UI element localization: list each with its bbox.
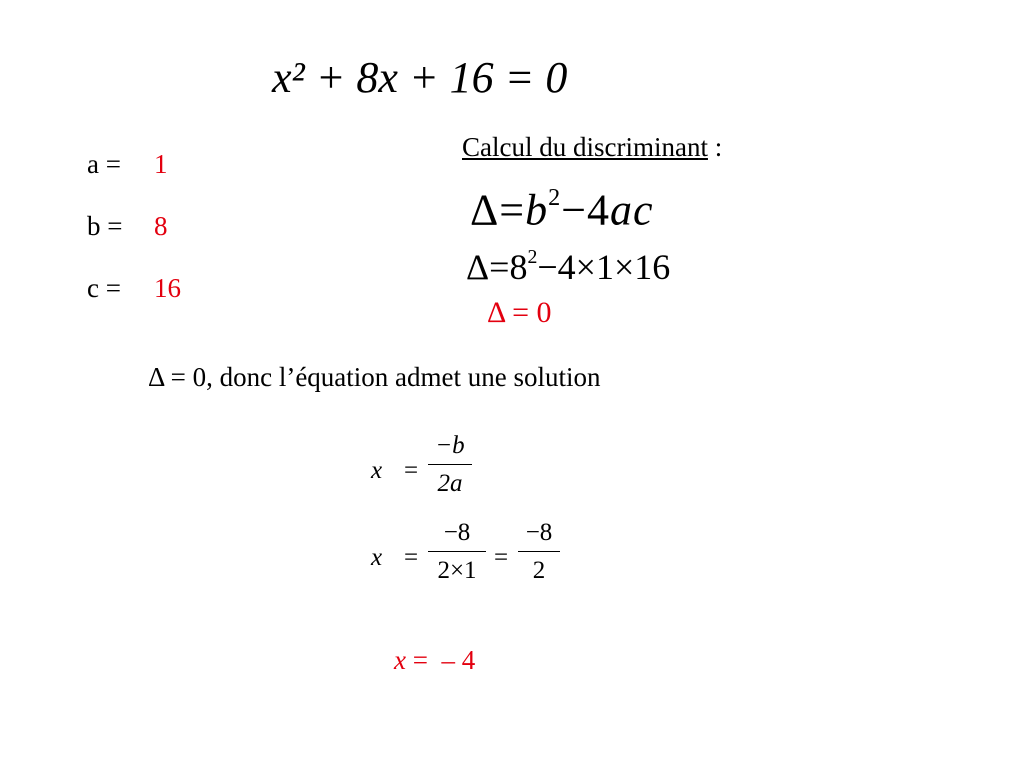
sol2-fraction-2 [518, 520, 560, 583]
sol2-x: x [371, 544, 383, 571]
coef-c-value: 16 [154, 273, 181, 303]
final-x: x [394, 645, 406, 675]
sol1-fraction [428, 433, 472, 496]
formula-ac: ac [610, 185, 654, 235]
discriminant-heading-text: Calcul du discriminant [462, 132, 708, 162]
coef-a-value: 1 [154, 149, 168, 179]
sol2-fraction-1 [428, 520, 486, 583]
sol2-numerator-2: −8 [525, 519, 553, 546]
discriminant-heading-colon: : [707, 132, 723, 162]
sol1-denominator: 2a [437, 470, 463, 497]
sol2-fraction-bar-2 [518, 551, 560, 552]
main-equation: x² + 8x + 16 = 0 [272, 53, 568, 102]
subst-rest: −4×1×16 [537, 246, 671, 287]
subst-base: 8 [509, 246, 528, 287]
coef-b-label: b = [87, 211, 123, 241]
discriminant-result: Δ = 0 [487, 296, 552, 329]
discriminant-substitution [466, 248, 670, 285]
subst-exponent: 2 [527, 246, 538, 268]
final-equals: = [412, 645, 428, 675]
sol1-equals: = [404, 457, 419, 484]
formula-delta: Δ [470, 185, 500, 235]
final-value: – 4 [441, 645, 476, 675]
sol1-numerator: −b [435, 432, 465, 459]
final-solution [394, 647, 475, 674]
sol2-denominator-2: 2 [532, 557, 546, 584]
coef-a-label: a = [87, 149, 121, 179]
discriminant-heading [462, 134, 722, 161]
coef-b-value: 8 [154, 211, 168, 241]
formula-equals: = [499, 185, 526, 235]
sol2-equals-1: = [404, 544, 419, 571]
coef-c-label: c = [87, 273, 121, 303]
discriminant-formula [470, 184, 654, 235]
formula-minus-four: −4 [561, 185, 611, 235]
conclusion-text: Δ = 0, donc l’équation admet une solution [148, 362, 601, 392]
formula-exponent: 2 [548, 184, 562, 211]
subst-delta: Δ [466, 246, 490, 287]
sol2-numerator-1: −8 [443, 519, 471, 546]
sol2-fraction-bar-1 [428, 551, 486, 552]
sol1-x: x [371, 457, 383, 484]
sol1-fraction-bar [428, 464, 472, 465]
formula-b: b [525, 185, 549, 235]
sol2-equals-2: = [494, 544, 509, 571]
sol2-denominator-1: 2×1 [437, 557, 477, 584]
subst-equals: = [489, 246, 510, 287]
